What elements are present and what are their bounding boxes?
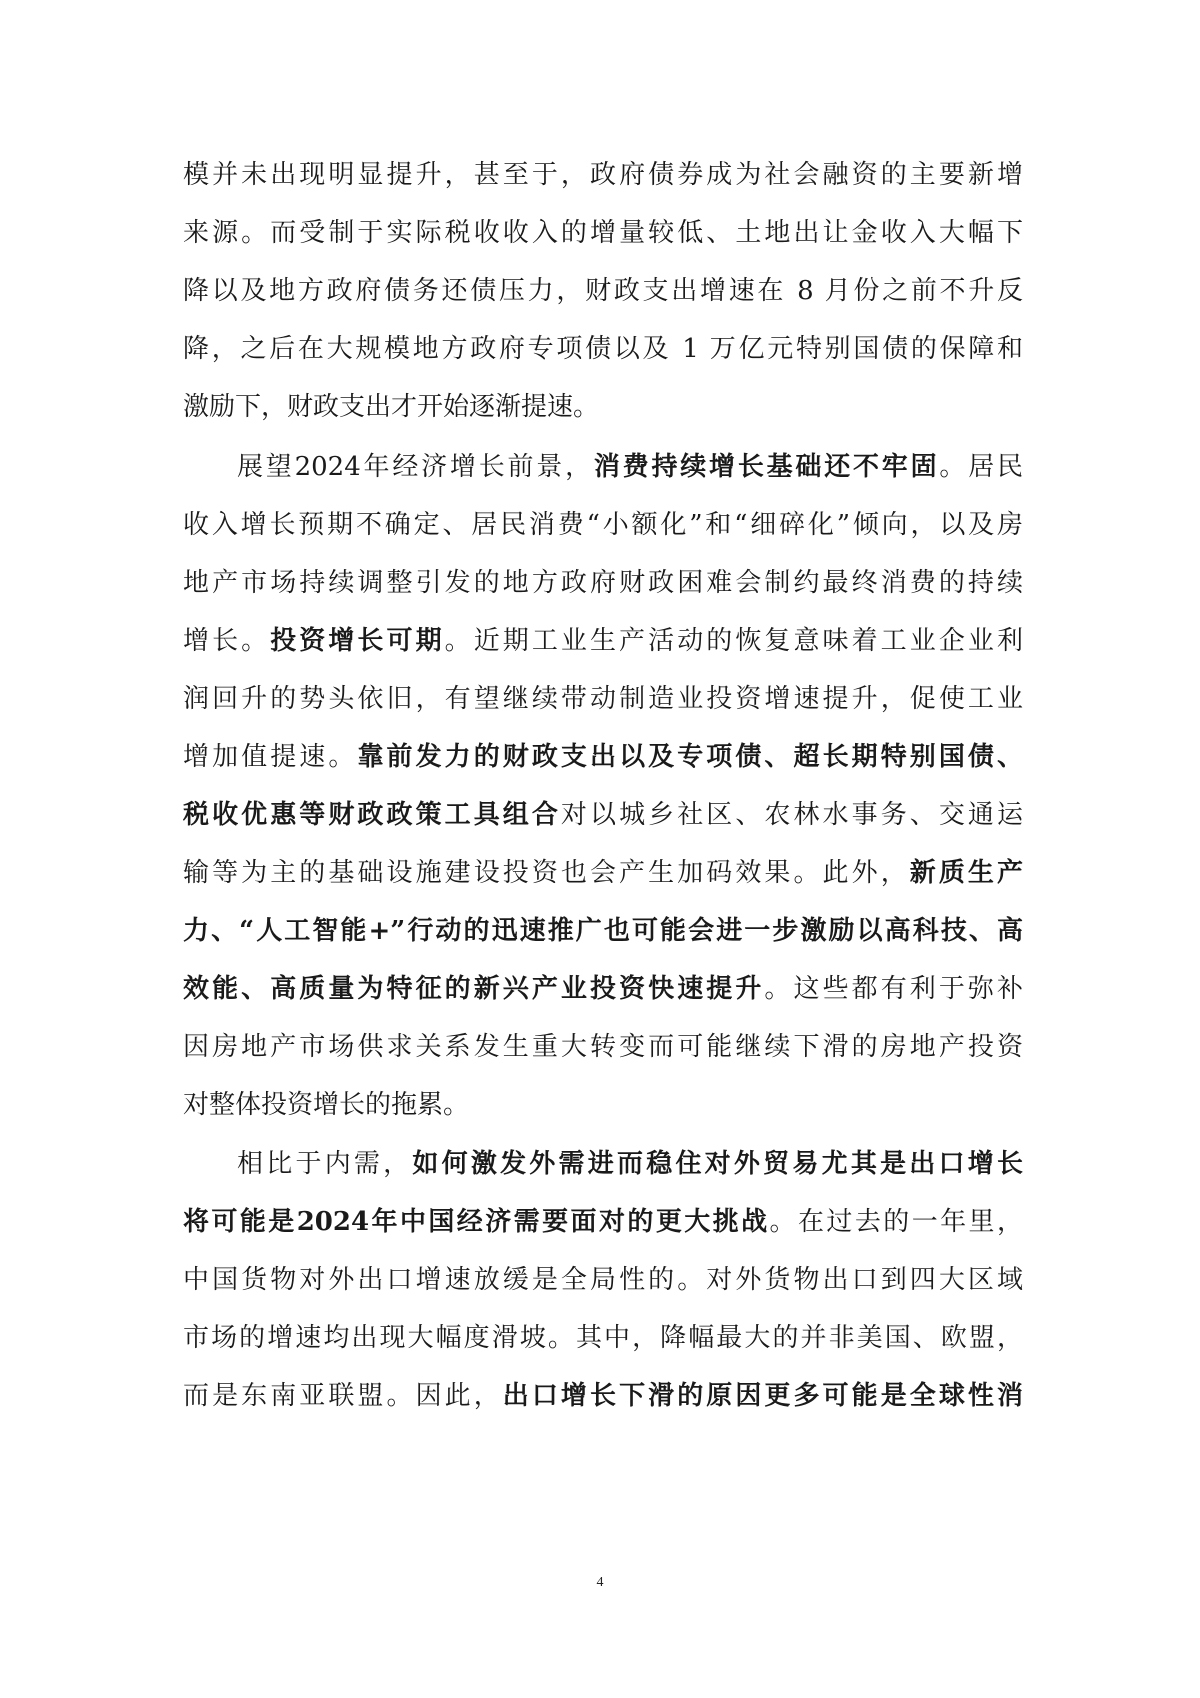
- text-segment: 收入增长预期不确定、居民消费“小额化”和“细碎化”倾向，以及房: [183, 510, 1023, 540]
- text-segment: 输等为主的基础设施建设投资也会产生加码效果。此外，: [183, 858, 910, 888]
- text-segment: 地产市场持续调整引发的地方政府财政困难会制约最终消费的持续: [183, 568, 1023, 598]
- bold-text-segment: 效能、高质量为特征的新兴产业投资快速提升: [183, 974, 765, 1004]
- text-line: [183, 1027, 1023, 1067]
- text-segment: 市场的增速均出现大幅度滑坡。其中，降幅最大的并非美国、欧盟，: [183, 1323, 1023, 1353]
- text-segment: 而是东南亚联盟。因此，: [183, 1381, 503, 1411]
- text-line: [183, 737, 1023, 777]
- text-segment: 对整体投资增长的拖累。: [183, 1090, 470, 1120]
- text-line: [183, 1202, 1023, 1242]
- text-line: [183, 563, 1023, 603]
- text-segment: 润回升的势头依旧，有望继续带动制造业投资增速提升，促使工业: [183, 684, 1023, 714]
- text-line: [183, 679, 1023, 719]
- text-segment: 激励下，财政支出才开始逐渐提速。: [183, 392, 600, 422]
- page-number: 4: [596, 1575, 604, 1590]
- text-segment: 模并未出现明显提升，甚至于，政府债券成为社会融资的主要新增: [183, 160, 1023, 190]
- text-segment: 来源。而受制于实际税收收入的增量较低、土地出让金收入大幅下: [183, 218, 1023, 248]
- text-line: [183, 795, 1023, 835]
- text-line: [183, 155, 1023, 195]
- bold-text-segment: 消费持续增长基础还不牢固: [593, 452, 940, 482]
- text-line: [183, 1085, 1023, 1125]
- text-segment: 增长。: [183, 626, 271, 656]
- bold-text-segment: 将可能是2024年中国经济需要面对的更大挑战: [183, 1207, 770, 1237]
- text-line: [183, 969, 1023, 1009]
- text-segment: 中国货物对外出口增速放缓是全局性的。对外货物出口到四大区域: [183, 1265, 1023, 1295]
- text-line: [237, 447, 1023, 487]
- text-line: [183, 1260, 1023, 1300]
- text-line: [183, 387, 1023, 427]
- bold-text-segment: 投资增长可期: [270, 626, 445, 656]
- text-line: [183, 1376, 1023, 1416]
- text-line: [183, 621, 1023, 661]
- text-segment: 降，之后在大规模地方政府专项债以及 1 万亿元特别国债的保障和: [183, 334, 1023, 364]
- text-segment: 。这些都有利于弥补: [764, 974, 1023, 1004]
- text-line: [237, 1144, 1023, 1184]
- text-segment: 因房地产市场供求关系发生重大转变而可能继续下滑的房地产投资: [183, 1032, 1023, 1062]
- text-line: [183, 911, 1023, 951]
- bold-text-segment: 税收优惠等财政政策工具组合: [183, 800, 561, 830]
- bold-text-segment: 力、“人工智能+”行动的迅速推广也可能会进一步激励以高科技、高: [183, 916, 1023, 946]
- bold-text-segment: 出口增长下滑的原因更多可能是全球性消: [502, 1381, 1023, 1411]
- text-segment: 降以及地方政府债务还债压力，财政支出增速在 8 月份之前不升反: [183, 276, 1023, 306]
- text-line: [183, 853, 1023, 893]
- bold-text-segment: 如何激发外需进而稳住对外贸易尤其是出口增长: [412, 1149, 1023, 1179]
- text-segment: 对以城乡社区、农林水事务、交通运: [560, 800, 1023, 830]
- text-line: [183, 271, 1023, 311]
- text-segment: 展望2024年经济增长前景，: [237, 452, 594, 482]
- bold-text-segment: 新质生产: [909, 858, 1023, 888]
- text-segment: 。近期工业生产活动的恢复意味着工业企业利: [444, 626, 1023, 656]
- text-line: [183, 213, 1023, 253]
- text-segment: 增加值提速。: [183, 742, 358, 772]
- text-line: [183, 505, 1023, 545]
- text-segment: 。居民: [939, 452, 1023, 482]
- text-segment: 。在过去的一年里，: [769, 1207, 1023, 1237]
- text-line: [183, 1318, 1023, 1358]
- text-segment: 相比于内需，: [237, 1149, 413, 1179]
- bold-text-segment: 靠前发力的财政支出以及专项债、超长期特别国债、: [357, 742, 1023, 772]
- text-line: [183, 329, 1023, 369]
